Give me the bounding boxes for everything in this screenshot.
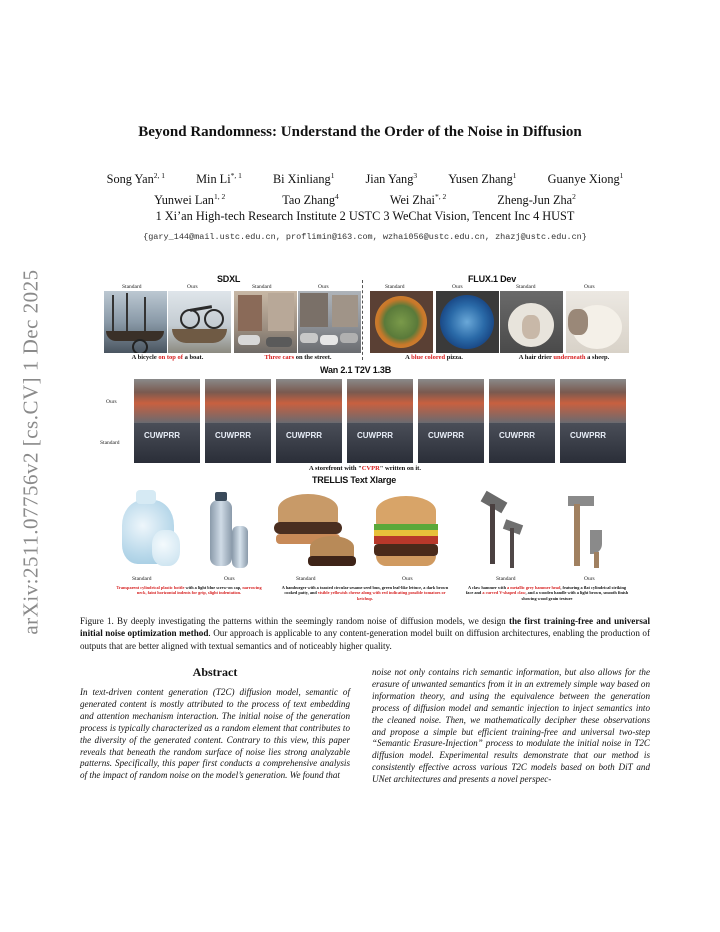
authors-row-2 (60, 192, 670, 208)
abstract-text-right: noise not only contains rich semantic information, but also allows for the erasure of unwanted semantics from it in an extremely simple way based on information theory, and using the equivalence between the generation process of diffusion model and semantic injection to inject semantics into the cleaned noise. Then, we mathematically decipher these observations and propose a simple but efficient training-free and universal two-step “Semantic Erasure-Injection” process to modulate the initial noise in T2C diffusion model. Experimental results demonstrate that our method is consistently effective across various T2C models based on both DiT and UNet architectures and presents a novel perspec- (372, 667, 650, 785)
author: Yunwei Lan$^{1, 2}$ (154, 192, 226, 208)
label-ours: Ours (584, 576, 595, 582)
label-standard: Standard (122, 284, 142, 290)
frame-standard: CUWPRR (134, 423, 200, 463)
figure-1 (100, 272, 630, 612)
label-ours: Ours (224, 576, 235, 582)
caption-burger: A hamburger with a toasted circular sesame seed bun, green leaf-like lettuce, a dark brown cooked patty, and visible yellowish cheese along with red indicating possible tomatoes or ketchup. (281, 585, 449, 601)
image-cars-standard (234, 291, 297, 353)
wan-label: Wan 2.1 T2V 1.3B (320, 365, 391, 375)
author: Wei Zhai$^{*, 2}$ (389, 192, 447, 208)
label-ours: Ours (187, 284, 198, 290)
frame-standard: CUWPRR (418, 423, 484, 463)
figure-caption: Figure 1. By deeply investigating the patterns within the seemingly random noise of diffusion models, we design the first training-free and universal initial noise optimization method. Our approach is applicable to any content-generation model built on diffusion architectures, enabling the production of outputs that are better aligned with textual semantics and of noticeably higher quality. (80, 616, 650, 651)
caption-bottle: Transparent cylindrical plastic bottle with a light blue screw-on cap, narrowing neck, faint horizontal indents for grip, slight indentation. (116, 585, 262, 596)
frame-standard: CUWPRR (347, 423, 413, 463)
label-standard: Standard (132, 576, 152, 582)
image-pizza-standard (370, 291, 433, 353)
label-ours: Ours (318, 284, 329, 290)
author: Jian Yang$^3$ (365, 171, 418, 187)
label-ours: Ours (402, 576, 413, 582)
trellis-label: TRELLIS Text Xlarge (312, 475, 397, 485)
label-standard: Standard (296, 576, 316, 582)
frame-standard: CUWPRR (205, 423, 271, 463)
author: Tao Zhang$^4$ (282, 192, 339, 208)
abstract-text-left: In text-driven content generation (T2C) diffusion model, semantic of generated content is mostly attributed to the process of text embedding and attention mechanism interaction. The initial noise of the generation process is typically characterized as a random element that contributes to the diversity of the generated content. Contrary to this view, this paper reveals that beneath the random surface of noise lies strong analyzable patterns. Specifically, this paper first conducts a comprehensive analysis of the impact of random noise on the model’s generation. We found that (80, 687, 350, 781)
video-frames-standard (134, 423, 630, 463)
image-boat-ours (168, 291, 231, 353)
image-pizza-ours (436, 291, 499, 353)
model-burger-standard (272, 490, 358, 570)
caption-bicycle: A bicycle on top of a boat. (131, 354, 204, 361)
author: Guanye Xiong$^1$ (547, 171, 624, 187)
video-frames-ours (134, 379, 630, 423)
label-ours: Ours (584, 284, 595, 290)
frame-ours (489, 379, 555, 423)
caption-hammer: A claw hammer with a metallic grey hammer head, featuring a flat cylindrical striking face and a curved V-shaped claw, and a wooden handle with a light brown, smooth finish showing wood grain texture (465, 585, 629, 601)
caption-sheep: A hair drier underneath a sheep. (518, 354, 610, 361)
abstract-heading: Abstract (192, 665, 238, 679)
frame-ours (418, 379, 484, 423)
authors-row-1 (60, 171, 670, 187)
model-burger-ours (372, 492, 442, 572)
frame-ours (276, 379, 342, 423)
author: Bi Xinliang$^1$ (272, 171, 335, 187)
model-bottle-standard (108, 486, 188, 568)
frame-ours (560, 379, 626, 423)
label-standard: Standard (252, 284, 272, 290)
frame-ours (347, 379, 413, 423)
label-standard: Standard (385, 284, 405, 290)
label-standard: Standard (516, 284, 536, 290)
arxiv-id: arXiv:2511.07756v2 [cs.CV] 1 Dec 2025 (18, 269, 43, 635)
frame-standard: CUWPRR (276, 423, 342, 463)
image-sheep-standard (500, 291, 563, 353)
author: Yusen Zhang$^1$ (448, 171, 517, 187)
image-boat-standard (104, 291, 167, 353)
image-cars-ours (298, 291, 361, 353)
frame-ours (205, 379, 271, 423)
frame-standard: CUWPRR (560, 423, 626, 463)
row-label-standard: Standard (100, 440, 120, 446)
flux-label: FLUX.1 Dev (468, 274, 517, 284)
arxiv-sidebar (14, 262, 48, 642)
sdxl-label: SDXL (217, 274, 241, 284)
caption-pizza: A blue colored pizza. (405, 354, 463, 361)
image-sheep-ours (566, 291, 629, 353)
paper-title: Beyond Randomness: Understand the Order of the Noise in Diffusion (138, 124, 582, 140)
frame-standard: CUWPRR (489, 423, 555, 463)
affiliations: 1 Xi’an High-tech Research Institute 2 USTC 3 WeChat Vision, Tencent Inc 4 HUST (155, 209, 575, 223)
author: Zheng-Jun Zha$^2$ (497, 192, 576, 208)
caption-storefront: A storefront with "CVPR" written on it. (309, 465, 421, 472)
label-ours: Ours (452, 284, 463, 290)
divider (362, 280, 363, 360)
author-emails: {gary_144@mail.ustc.edu.cn, proflimin@163.com, wzhai056@ustc.edu.cn, zhazj@ustc.edu.cn} (143, 232, 587, 242)
model-hammer-ours (562, 492, 618, 570)
model-bottle-ours (206, 488, 250, 570)
frame-ours (134, 379, 200, 423)
author: Min $Li^{*, 1}$ (196, 171, 242, 187)
label-standard: Standard (496, 576, 516, 582)
author: Song Yan$^{2, 1}$ (106, 171, 166, 187)
model-hammer-standard (478, 492, 534, 570)
caption-cars: Three cars on the street. (264, 354, 332, 361)
row-label-ours: Ours (106, 399, 117, 405)
